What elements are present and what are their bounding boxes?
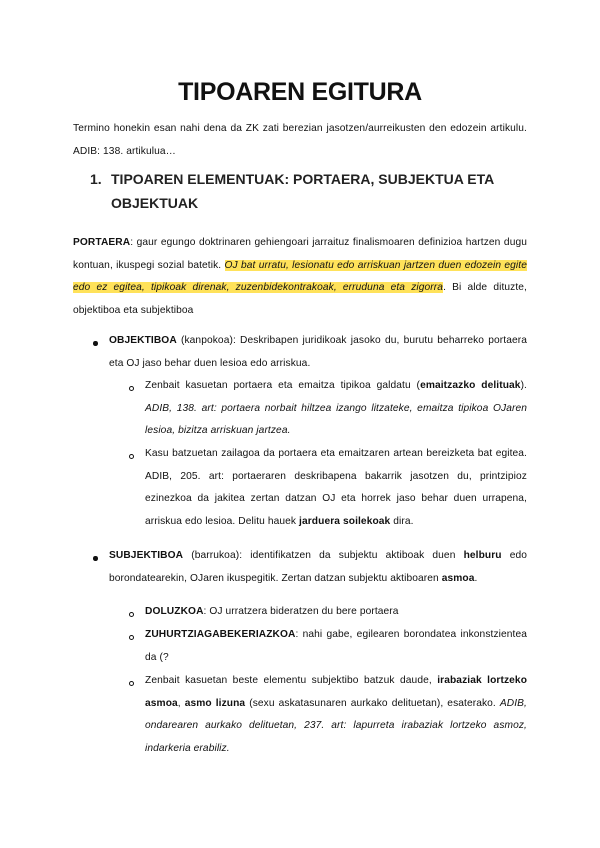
section-number: 1. xyxy=(90,171,102,187)
sub1-text: Zenbait kasuetan portaera eta emaitza tipikoa galdatu ( xyxy=(145,380,421,391)
doluzkoa-text: : OJ urratzera bideratzen du bere portaera xyxy=(203,606,399,617)
bullet-disc xyxy=(93,341,98,346)
sub1-bold: emaitzazko delituak xyxy=(420,380,521,391)
portaera-paragraph xyxy=(73,232,527,322)
subjektiboa-text: (barrukoa): identifikatzen da subjektu aktiboak duen xyxy=(183,550,464,561)
sub1-italic: ADIB, 138. art: portaera norbait hiltzea izango litzateke, emaitza tipikoa OJaren lesioa, bizitza arriskuan jartzea. xyxy=(145,402,527,437)
subjektiboa-text2: edo borondatearekin, OJaren ikuspegitik. Zertan datzan subjektu aktiboaren xyxy=(109,550,528,584)
zuhur-term: ZUHURTZIAGABEKERIAZKOA xyxy=(145,629,296,640)
zuhurtziagabekeriazkoa-item xyxy=(145,624,527,669)
subjektiboa-bold1: helburu xyxy=(463,550,502,561)
subjektiboa-bold2: asmoa xyxy=(441,572,475,584)
sub2-text2: dira. xyxy=(390,515,414,527)
objektiboa-sub1 xyxy=(145,375,527,443)
zenbait-text3: (sexu askatasunaren aurkako delituetan), esaterako. xyxy=(245,697,500,709)
subjektiboa-item xyxy=(109,545,527,590)
zenbait-bold1: irabaziak lortzeko asmoa xyxy=(145,675,528,709)
zenbait-bold2: asmo lizuna xyxy=(184,697,246,709)
doluzkoa-term: DOLUZKOA xyxy=(145,606,204,617)
portaera-term: PORTAERA xyxy=(73,237,131,248)
bullet-circle xyxy=(129,681,134,686)
portaera-text-after: . Bi alde dituzte, objektiboa eta subjektiboa xyxy=(73,282,527,316)
objektiboa-text: (kanpokoa): Deskribapen juridikoak jasoko du, burutu beharreko portaera eta OJ jaso behar duen lesioa edo arriskua. xyxy=(109,335,527,369)
zenbait-text: Zenbait kasuetan beste elementu subjektibo batzuk daude, xyxy=(145,675,438,686)
doluzkoa-item xyxy=(145,601,527,624)
zenbait-item xyxy=(145,670,527,760)
objektiboa-term: OBJEKTIBOA xyxy=(109,335,177,346)
sub1-text2: ). xyxy=(520,380,527,391)
zenbait-italic: ADIB, ondarearen aurkako delituetan, 237. art: lapurreta irabaziak lortzeko asmoz, indarkeria erabiliz. xyxy=(145,697,527,754)
page-title: TIPOAREN EGITURA xyxy=(178,78,422,106)
portaera-highlight: OJ bat urratu, lesionatu edo arriskuan jartzen duen edozein egite edo ez egitea, tipikoak direnak, zuzenbidekontrakoak, erruduna eta zigorra xyxy=(73,259,527,294)
section-heading-text: TIPOAREN ELEMENTUAK: PORTAERA, SUBJEKTUA ETA OBJEKTUAK xyxy=(111,171,494,211)
sub2-text: Kasu batzuetan zailagoa da portaera eta emaitzaren artean bereizketa bat egitea. ADIB, 205. art: portaeraren deskribapena bakarrik jasotzen du, printzipioz ezinezkoa da jakitea zertan datzan OJ eta horrek jaso behar duen urrapena, arriskua edo lesioa. Delitu hauek xyxy=(145,448,527,527)
subjektiboa-term: SUBJEKTIBOA xyxy=(109,550,184,561)
objektiboa-sub2 xyxy=(145,443,527,533)
bullet-disc xyxy=(93,556,98,561)
portaera-text: : gaur egungo doktrinaren gehiengoari jarraituz finalismoaren definizioa hartzen dugu kontuan, ikuspegi sozial batetik. xyxy=(73,237,527,271)
sub2-bold: jarduera soilekoak xyxy=(299,515,391,527)
zuhur-text: : nahi gabe, egilearen borondatea inkonstzientea da (? xyxy=(145,629,527,663)
subjektiboa-text3: . xyxy=(474,572,478,584)
bullet-circle xyxy=(129,635,134,640)
bullet-circle xyxy=(129,454,134,459)
bullet-circle xyxy=(129,612,134,617)
bullet-circle xyxy=(129,386,134,391)
zenbait-text2: , xyxy=(177,697,185,709)
objektiboa-item xyxy=(109,330,527,375)
intro-paragraph: Termino honekin esan nahi dena da ZK zati berezian jasotzen/aurreikusten den edozein artikulu. ADIB: 138. artikulua… xyxy=(73,123,527,157)
